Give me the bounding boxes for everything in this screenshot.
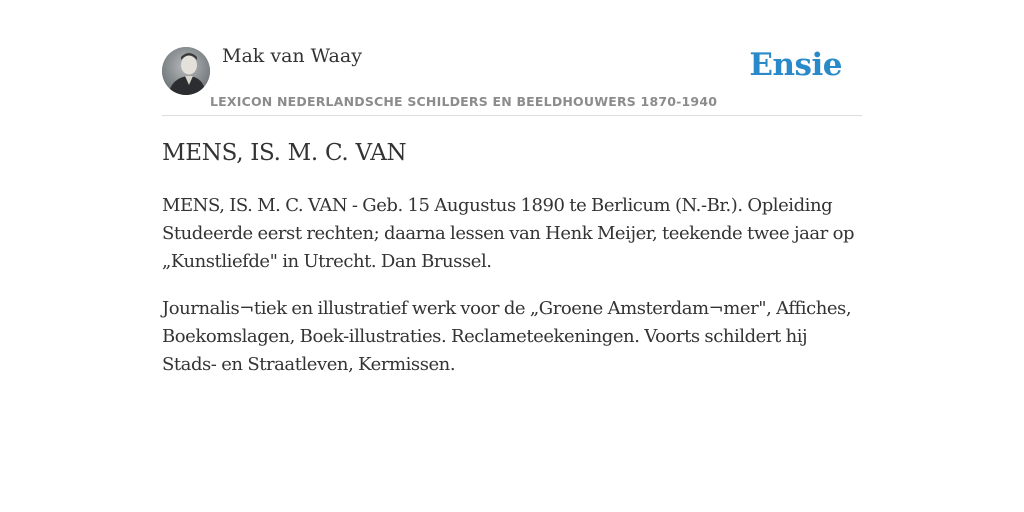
lexicon-subtitle[interactable]: LEXICON NEDERLANDSCHE SCHILDERS EN BEELDHOUWERS 1870-1940 bbox=[210, 94, 718, 109]
article-paragraph: MENS, IS. M. C. VAN - Geb. 15 Augustus 1890 te Berlicum (N.-Br.). Opleiding Studeerde eerst rechten; daarna lessen van Henk Meijer, teekende twee jaar op „Kunstliefde" in Utrecht. Dan Brussel. bbox=[162, 195, 855, 272]
article-paragraph: Journalis¬tiek en illustratief werk voor de „Groene Amsterdam¬mer", Affiches, Boekomslagen, Boek-illustraties. Reclameteekeningen. Voorts schildert hij Stads- en Straatleven, Kermissen. bbox=[162, 298, 852, 375]
content-container bbox=[162, 0, 862, 375]
header bbox=[162, 0, 862, 116]
brand-logo[interactable]: Ensie bbox=[749, 47, 842, 83]
portrait-icon bbox=[162, 47, 210, 95]
article-title: MENS, IS. M. C. VAN bbox=[162, 140, 407, 166]
author-name[interactable]: Mak van Waay bbox=[222, 45, 362, 67]
author-avatar[interactable] bbox=[162, 47, 210, 95]
